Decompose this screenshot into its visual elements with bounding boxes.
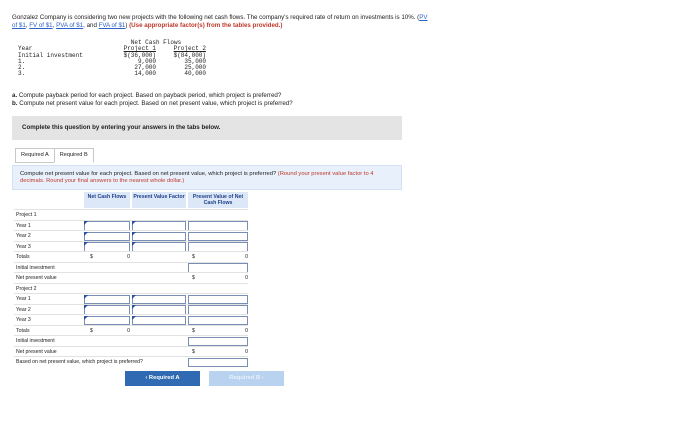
- cash-flow-header-row: Year Project 1 Project 2: [18, 45, 206, 53]
- p2-npv-value: 0: [245, 348, 248, 355]
- problem-intro: Gonzalez Company is considering two new projects with the following net cash flows. The company's required rate of return on investments is 10%. (PV of $1, FV of $1, PVA of $1, and FVA of $1) (Use appropriate factor(s) from the tables provided.): [12, 14, 428, 29]
- tab-required-a[interactable]: Required A: [15, 148, 55, 163]
- cash-flow-row: Initial investment $(36,000) $(84,000): [18, 51, 206, 59]
- header-net-cash-flows: Net Cash Flows: [84, 192, 130, 208]
- fv-of-1-link[interactable]: FV of $1: [29, 22, 53, 29]
- p2-npv-row: Net present value $ 0: [14, 346, 248, 356]
- factor-hint: (Use appropriate factor(s) from the tables provided.): [129, 22, 283, 29]
- pva-of-1-link[interactable]: PVA of $1: [56, 22, 84, 29]
- prev-required-a-button[interactable]: ‹ Required A: [125, 371, 200, 386]
- p1-year3-row: Year 3: [14, 241, 248, 251]
- project2-label-row: [14, 283, 248, 293]
- intro-text: Gonzalez Company is considering two new projects with the following net cash flows. The company's required rate of return on investments is 10%. (: [12, 14, 420, 21]
- cash-flow-table: [18, 40, 206, 78]
- p1-total-ncf: 0: [127, 254, 130, 260]
- header-pv-net-cash-flows: Present Value of Net Cash Flows: [188, 192, 248, 208]
- instruction-box: [12, 165, 402, 190]
- fva-of-1-link[interactable]: FVA of $1: [98, 22, 126, 29]
- cash-flow-row: 1. 9,000 35,000: [18, 57, 206, 65]
- pv-of-1-link[interactable]: PV of $1: [12, 14, 428, 29]
- cash-flow-row: 3. 14,000 40,000: [18, 70, 206, 78]
- p1-year1-row: Year 1: [14, 220, 248, 230]
- preferred-project-input[interactable]: [188, 358, 248, 368]
- project1-label-row: [14, 209, 248, 219]
- cash-flow-title: Net Cash Flows: [130, 39, 182, 46]
- p1-initial-row: Initial investment: [14, 262, 248, 272]
- cash-flow-row: 2. 27,000 25,000: [18, 64, 206, 72]
- p2-year3-row: Year 3: [14, 314, 248, 324]
- questions: [12, 92, 293, 107]
- rounding-note: (Round your present value factor to 4 decimals. Round your final answers to the nearest whole dollar.): [20, 171, 374, 184]
- preferred-label: Based on net present value, which project is preferred?: [16, 359, 143, 365]
- project1-label: Project 1: [16, 212, 37, 218]
- p2-totals-row: Totals $ 0 $ 0: [14, 325, 248, 335]
- p1-npv-value: 0: [245, 275, 248, 281]
- preferred-row: [14, 356, 248, 366]
- instruction-text: Compute net present value for each project. Based on net present value, which project is preferred?: [20, 171, 278, 177]
- tab-required-b[interactable]: Required B: [54, 148, 94, 163]
- header-pv-factor: Present Value Factor: [132, 192, 186, 208]
- p2-year1-row: Year 1: [14, 293, 248, 303]
- project2-label: Project 2: [16, 285, 37, 292]
- p1-npv-row: Net present value $ 0: [14, 272, 248, 282]
- next-required-b-button[interactable]: Required B ›: [209, 371, 284, 386]
- question-b: b. Compute net present value for each project. Based on net present value, which project is preferred?: [12, 99, 293, 107]
- p2-total-ncf: 0: [127, 327, 130, 334]
- requirement-tabs: [15, 148, 94, 163]
- p1-totals-row: Totals $ 0 $ 0: [14, 251, 248, 261]
- p1-year2-row: Year 2: [14, 230, 248, 240]
- p2-year2-row: Year 2: [14, 304, 248, 314]
- p1-total-pv: 0: [245, 254, 248, 260]
- complete-question-banner: Complete this question by entering your answers in the tabs below.: [12, 116, 402, 140]
- question-a: a. Compute payback period for each project. Based on payback period, which project is preferred?: [12, 92, 282, 99]
- p2-total-pv: 0: [245, 327, 248, 334]
- p2-initial-row: Initial investment: [14, 335, 248, 345]
